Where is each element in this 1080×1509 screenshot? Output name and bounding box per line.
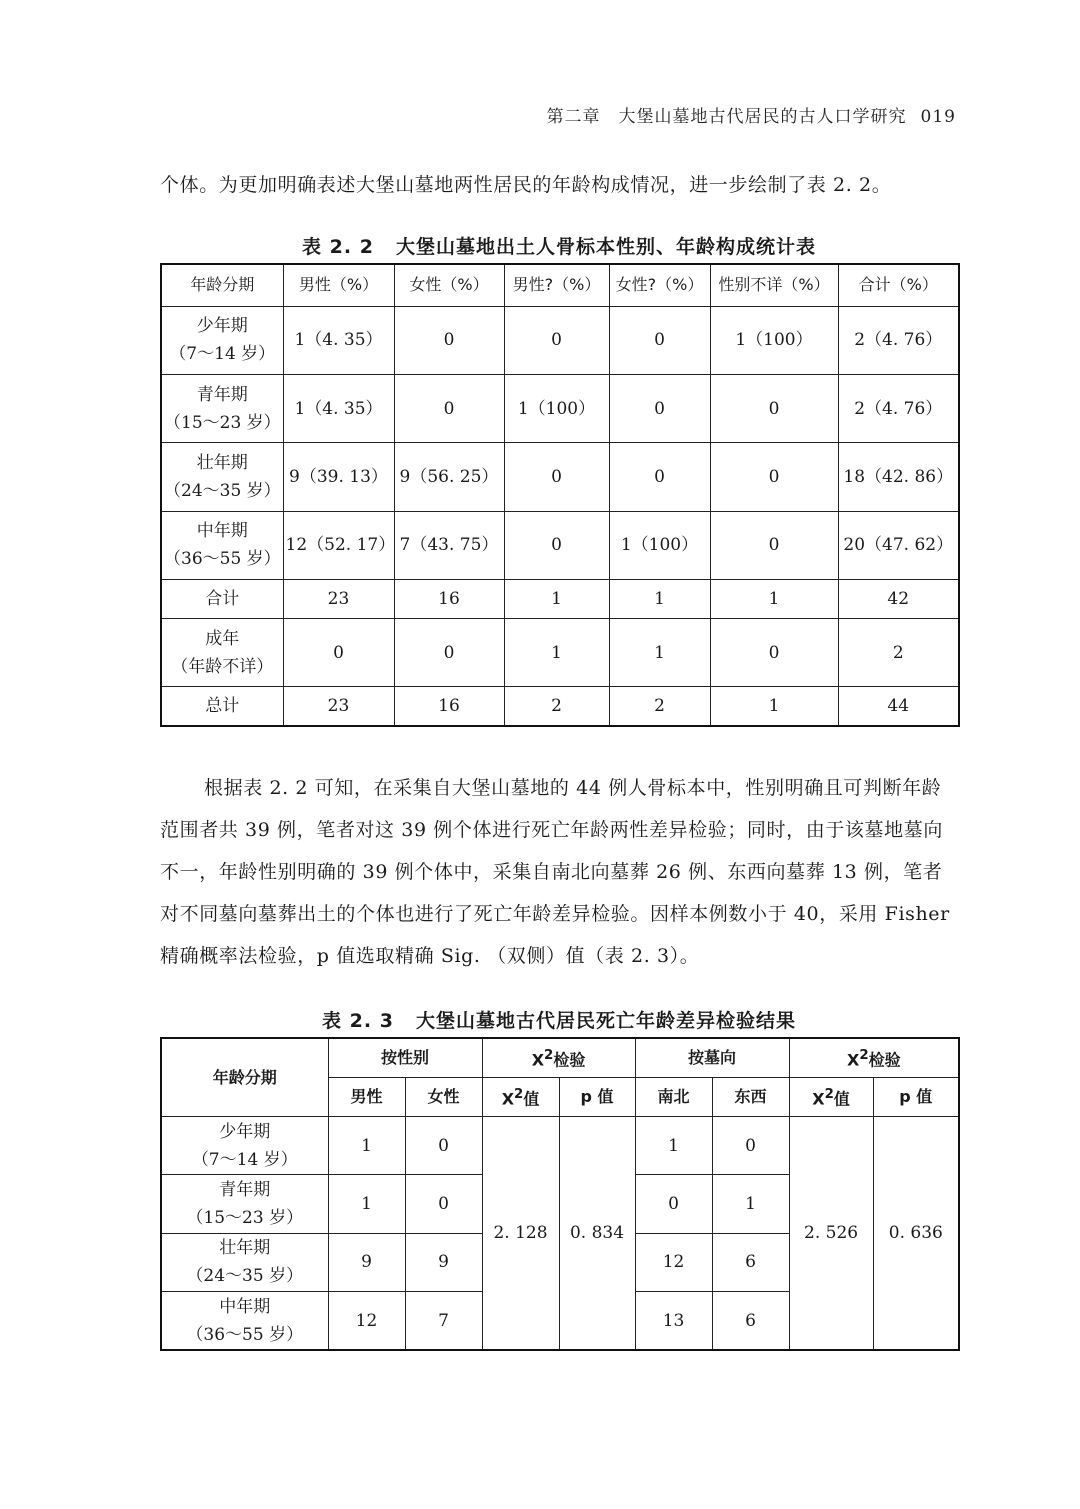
table-cell: 20（47. 62） bbox=[838, 511, 959, 579]
row-label bbox=[161, 1233, 328, 1291]
column-header: 性别不详（%） bbox=[710, 264, 838, 306]
table-cell: 1 bbox=[609, 618, 710, 686]
table-row bbox=[161, 443, 959, 511]
row-label bbox=[161, 511, 283, 579]
table-cell: 1（100） bbox=[609, 511, 710, 579]
caption-title: 大堡山墓地古代居民死亡年龄差异检验结果 bbox=[415, 1010, 796, 1032]
table-cell: 1 bbox=[504, 579, 609, 618]
row-label-main: 合计 bbox=[205, 588, 240, 609]
table-row bbox=[161, 511, 959, 579]
table-cell: 0 bbox=[394, 618, 504, 686]
table-cell: 2 bbox=[609, 687, 710, 726]
table-cell: 0 bbox=[609, 374, 710, 442]
north-south-count-cell: 12 bbox=[635, 1233, 712, 1291]
row-label-main: 成年 bbox=[205, 628, 240, 649]
row-label-main: 壮年期 bbox=[219, 1238, 271, 1259]
male-count-cell: 1 bbox=[328, 1175, 405, 1233]
table-cell: 0 bbox=[710, 511, 838, 579]
row-label-main: 青年期 bbox=[196, 384, 248, 405]
table-cell: 1 bbox=[609, 579, 710, 618]
table-cell: 16 bbox=[394, 579, 504, 618]
sex-chi-square-value: 2. 128 bbox=[482, 1117, 559, 1351]
row-label-main: 中年期 bbox=[196, 521, 248, 542]
table-cell: 0 bbox=[504, 443, 609, 511]
table-cell: 0 bbox=[504, 306, 609, 374]
female-count-cell: 0 bbox=[405, 1117, 482, 1175]
column-header: $X^2$检验 bbox=[789, 1038, 959, 1077]
table-cell: 9（56. 25） bbox=[394, 443, 504, 511]
column-header: p 值 bbox=[559, 1077, 635, 1116]
table-cell: 1（4. 35） bbox=[283, 306, 394, 374]
column-header: 男性?（%） bbox=[504, 264, 609, 306]
east-west-count-cell: 1 bbox=[712, 1175, 789, 1233]
column-header: $X^2$值 bbox=[789, 1077, 873, 1116]
row-label-main: 壮年期 bbox=[196, 452, 248, 473]
table-cell: 0 bbox=[710, 618, 838, 686]
female-count-cell: 9 bbox=[405, 1233, 482, 1291]
table-cell: 0 bbox=[394, 374, 504, 442]
east-west-count-cell: 6 bbox=[712, 1292, 789, 1350]
row-label-range: （36～55 岁） bbox=[164, 549, 281, 570]
column-header: 年龄分期 bbox=[161, 264, 283, 306]
table-cell: 42 bbox=[838, 579, 959, 618]
caption-number: 表 2. 3 bbox=[322, 1010, 394, 1032]
table-cell: 0 bbox=[710, 374, 838, 442]
table-cell: 18（42. 86） bbox=[838, 443, 959, 511]
table-cell: 1（4. 35） bbox=[283, 374, 394, 442]
row-label-main: 少年期 bbox=[219, 1121, 271, 1142]
table-2-2-caption bbox=[160, 232, 958, 259]
male-count-cell: 12 bbox=[328, 1292, 405, 1350]
page-number: 019 bbox=[920, 107, 956, 127]
row-label bbox=[161, 306, 283, 374]
north-south-count-cell: 13 bbox=[635, 1292, 712, 1350]
paragraph-1: 个体。为更加明确表述大堡山墓地两性居民的年龄构成情况，进一步绘制了表 2. 2。 bbox=[160, 174, 892, 196]
male-count-cell: 1 bbox=[328, 1117, 405, 1175]
table-2-2 bbox=[160, 263, 960, 727]
table-cell: 0 bbox=[609, 443, 710, 511]
column-header: $X^2$值 bbox=[482, 1077, 559, 1116]
table-cell: 1 bbox=[710, 579, 838, 618]
running-head bbox=[547, 102, 956, 127]
column-header: 东西 bbox=[712, 1077, 789, 1116]
table-row bbox=[161, 618, 959, 686]
caption-number: 表 2. 2 bbox=[302, 236, 374, 258]
column-header: $X^2$检验 bbox=[482, 1038, 635, 1077]
row-label-range: （15～23 岁） bbox=[186, 1208, 304, 1229]
table-cell: 1（100） bbox=[710, 306, 838, 374]
table-row bbox=[161, 374, 959, 442]
row-label bbox=[161, 1292, 328, 1350]
row-label-range: （15～23 岁） bbox=[164, 412, 281, 433]
column-header: 女性（%） bbox=[394, 264, 504, 306]
north-south-count-cell: 1 bbox=[635, 1117, 712, 1175]
column-header: 按性别 bbox=[328, 1038, 482, 1077]
table-cell: 1 bbox=[710, 687, 838, 726]
table-cell: 0 bbox=[504, 511, 609, 579]
table-row bbox=[161, 687, 959, 726]
table-cell: 23 bbox=[283, 687, 394, 726]
row-label-range: （24～35 岁） bbox=[186, 1266, 304, 1287]
table-row bbox=[161, 306, 959, 374]
table-cell: 12（52. 17） bbox=[283, 511, 394, 579]
table-cell: 2（4. 76） bbox=[838, 374, 959, 442]
column-header: 合计（%） bbox=[838, 264, 959, 306]
row-label bbox=[161, 618, 283, 686]
table-cell: 23 bbox=[283, 579, 394, 618]
table-cell: 7（43. 75） bbox=[394, 511, 504, 579]
direction-chi-square-value: 2. 526 bbox=[789, 1117, 873, 1351]
sex-p-value: 0. 834 bbox=[559, 1117, 635, 1351]
north-south-count-cell: 0 bbox=[635, 1175, 712, 1233]
table-2-3-caption bbox=[160, 1006, 958, 1033]
row-label bbox=[161, 1117, 328, 1175]
row-label-range: （24～35 岁） bbox=[164, 480, 281, 501]
column-header: p 值 bbox=[873, 1077, 959, 1116]
east-west-count-cell: 0 bbox=[712, 1117, 789, 1175]
table-cell: 0 bbox=[609, 306, 710, 374]
row-label bbox=[161, 687, 283, 726]
table-cell: 9（39. 13） bbox=[283, 443, 394, 511]
row-label-main: 总计 bbox=[205, 696, 240, 717]
column-header: 男性 bbox=[328, 1077, 405, 1116]
column-header: 男性（%） bbox=[283, 264, 394, 306]
table-row bbox=[161, 1117, 959, 1175]
row-label bbox=[161, 1175, 328, 1233]
row-label bbox=[161, 443, 283, 511]
table-header-row bbox=[161, 264, 959, 306]
paragraph-2: 根据表 2. 2 可知，在采集自大堡山墓地的 44 例人骨标本中，性别明确且可判断年龄范围者共 39 例，笔者对这 39 例个体进行死亡年龄两性差异检验；同时，由于该墓地墓向不一，年龄性别明确的 39 例个体中，采集自南北向墓葬 26 例、东西向墓葬 13 例，笔者对不同墓向墓葬出土的个体也进行了死亡年龄差异检验。因样本例数小于 40，采用 Fisher 精确概率法检验，p 值选取精确 Sig. （双侧）值（表 2. 3）。 bbox=[160, 777, 950, 967]
table-cell: 2 bbox=[838, 618, 959, 686]
direction-p-value: 0. 636 bbox=[873, 1117, 959, 1351]
table-2-3 bbox=[160, 1037, 960, 1351]
column-header: 女性 bbox=[405, 1077, 482, 1116]
column-header: 按墓向 bbox=[635, 1038, 789, 1077]
column-header: 年龄分期 bbox=[161, 1038, 328, 1117]
row-label-range: （7～14 岁） bbox=[191, 1149, 298, 1170]
table-cell: 1（100） bbox=[504, 374, 609, 442]
row-label-range: （7～14 岁） bbox=[169, 344, 276, 365]
female-count-cell: 7 bbox=[405, 1292, 482, 1350]
row-label bbox=[161, 374, 283, 442]
column-header: 女性?（%） bbox=[609, 264, 710, 306]
table-cell: 16 bbox=[394, 687, 504, 726]
row-label-main: 青年期 bbox=[219, 1180, 271, 1201]
table-cell: 44 bbox=[838, 687, 959, 726]
caption-title: 大堡山墓地出土人骨标本性别、年龄构成统计表 bbox=[395, 236, 816, 258]
east-west-count-cell: 6 bbox=[712, 1233, 789, 1291]
chapter-title: 第二章 大堡山墓地古代居民的古人口学研究 bbox=[546, 107, 907, 127]
column-header: 南北 bbox=[635, 1077, 712, 1116]
female-count-cell: 0 bbox=[405, 1175, 482, 1233]
row-label-main: 中年期 bbox=[219, 1296, 271, 1317]
row-label-range: （年龄不详） bbox=[171, 656, 274, 677]
row-label-range: （36～55 岁） bbox=[186, 1324, 304, 1345]
table-cell: 2（4. 76） bbox=[838, 306, 959, 374]
table-cell: 2 bbox=[504, 687, 609, 726]
table-cell: 0 bbox=[283, 618, 394, 686]
table-cell: 0 bbox=[710, 443, 838, 511]
table-cell: 1 bbox=[504, 618, 609, 686]
row-label-main: 少年期 bbox=[196, 316, 248, 337]
table-cell: 0 bbox=[394, 306, 504, 374]
table-row bbox=[161, 579, 959, 618]
row-label bbox=[161, 579, 283, 618]
male-count-cell: 9 bbox=[328, 1233, 405, 1291]
table-header-row bbox=[161, 1038, 959, 1077]
